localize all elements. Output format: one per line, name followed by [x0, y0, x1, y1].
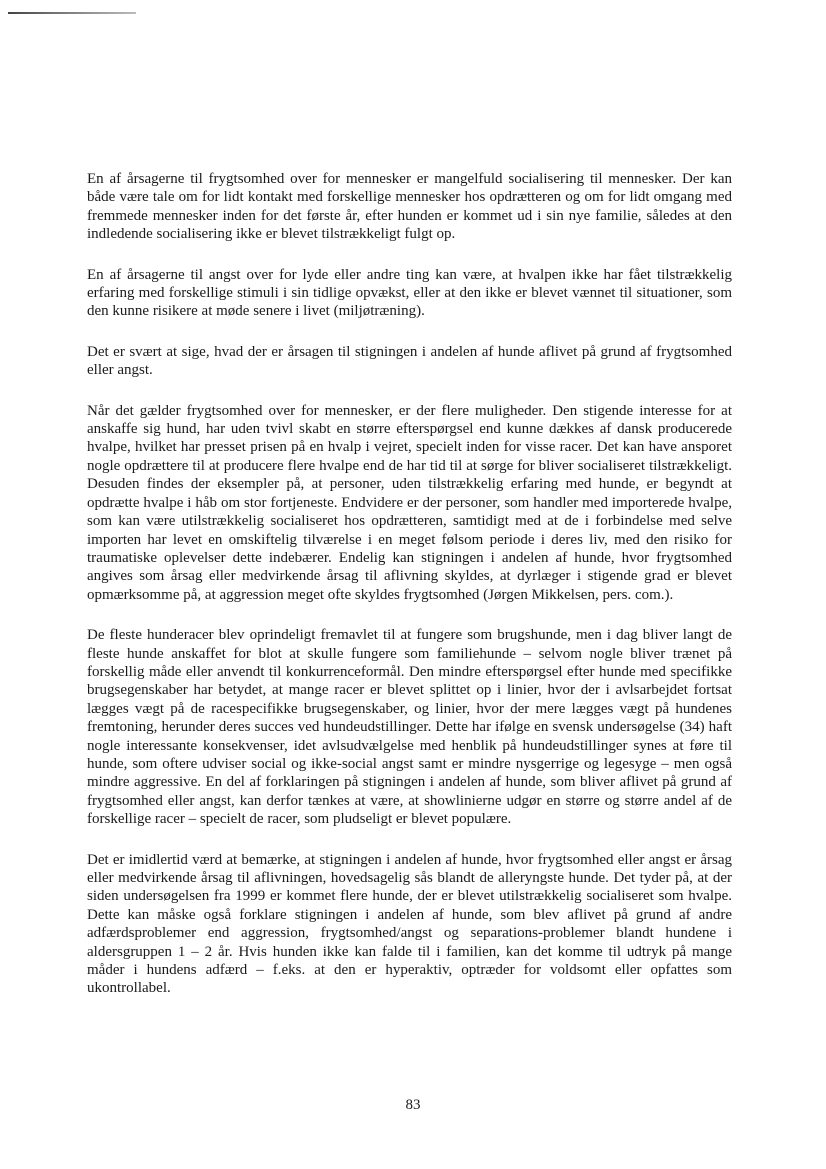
paragraph-hunderacer: De fleste hunderacer blev oprindeligt fremavlet til at fungere som brugshunde, men i dag bliver langt de fleste hunde anskaffet for blot at skulle fungere som familiehunde – selvom nogle bliver trænet på forskellig måde eller anvendt til konkurrenceformål. Den mindre efterspørgsel efter hunde med specifikke brugsegenskaber har betydet, at mange racer er blevet splittet op i linier, hvor der i avlsarbejdet fortsat lægges vægt på de racespecifikke brugsegenskaber, og linier, hvor der mere lægges vægt på hundenes fremtoning, herunder deres succes ved hundeudstillinger. Dette har ifølge en svensk undersøgelse (34) haft nogle interessante konsekvenser, idet avlsudvælgelse med henblik på hundeudstillinger synes at føre til hunde, som oftere udviser social og ikke-social angst samt er mindre nysgerrige og legesyge – men også mindre aggressive. En del af forklaringen på stigningen i andelen af hunde, som bliver aflivet på grund af frygtsomhed eller angst, kan derfor tænkes at være, at showlinierne udgør en større og større andel af de forskellige racer – specielt de racer, som pludseligt er blevet populære. — [87, 627, 732, 828]
scan-artifact-line — [8, 12, 136, 14]
page-body — [87, 170, 732, 1020]
paragraph-frygtsomhed-mennesker: Når det gælder frygtsomhed over for mennesker, er der flere muligheder. Den stigende interesse for at anskaffe sig hund, har uden tvivl skabt en større efterspørgsel end kunne dækkes af dansk producerede hvalpe, hvilket har presset prisen på en hvalp i vejret, specielt inden for visse racer. Det kan have ansporet nogle opdrættere til at producere flere hvalpe end de har tid til at sørge for bliver socialiseret tilstrækkeligt. Desuden findes der eksempler på, at personer, uden tilstrækkelig erfaring med hunde, er begyndt at opdrætte hvalpe i håb om stor fortjeneste. Endvidere er der personer, som handler med importerede hvalpe, som kan være utilstrækkelig socialiseret hos opdrætteren, samtidigt med at de i forbindelse med selve importen har levet en omskiftelig tilværelse i en meget følsom periode i deres liv, med den risiko for traumatiske oplevelser dette indebærer. Endelig kan stigningen i andelen af hunde, hvor frygtsomhed angives som årsag eller medvirkende årsag til aflivning skyldes, at dyrlæger i stigende grad er blevet opmærksomme på, at aggression meget ofte skyldes frygtsomhed (Jørgen Mikkelsen, pers. com.). — [87, 402, 732, 603]
paragraph-socialisering: En af årsagerne til frygtsomhed over for mennesker er mangelfuld socialisering til mennesker. Der kan både være tale om for lidt kontakt med forskellige mennesker hos opdrætteren og om for lidt omgang med fremmede mennesker inden for det første år, efter hunden er kommet ud i sin nye familie, således at den indledende socialisering ikke er blevet tilstrækkeligt fulgt op. — [87, 171, 732, 243]
paragraph-angst-lyde: En af årsagerne til angst over for lyde eller andre ting kan være, at hvalpen ikke har fået tilstrækkelig erfaring med forskellige stimuli i sin tidlige opvækst, eller at den ikke er blevet vænnet til situationer, som den kunne risikere at møde senere i livet (miljøtræning). — [87, 266, 732, 320]
paragraph-alleryngste-hunde: Det er imidlertid værd at bemærke, at stigningen i andelen af hunde, hvor frygtsomhed eller angst er årsag eller medvirkende årsag til aflivningen, hovedsagelig sås blandt de alleryngste hunde. Det tyder på, at der siden undersøgelsen fra 1999 er kommet flere hunde, der er blevet utilstrækkelig socialiseret som hvalpe. Dette kan måske også forklare stigningen i andelen af hunde, som blev aflivet på grund af andre adfærdsproblemer end aggression, frygtsomhed/angst og separations-problemer blandt hundene i aldersgruppen 1 – 2 år. Hvis hunden ikke kan falde til i familien, kan det komme til udtryk på mange måder i hundens adfærd – f.eks. at den er hyperaktiv, optræder for voldsomt eller opfattes som ukontrollabel. — [87, 851, 732, 997]
page-number: 83 — [405, 1097, 421, 1113]
paragraph-aarsag-stigning: Det er svært at sige, hvad der er årsagen til stigningen i andelen af hunde aflivet på grund af frygtsomhed eller angst. — [87, 343, 732, 379]
